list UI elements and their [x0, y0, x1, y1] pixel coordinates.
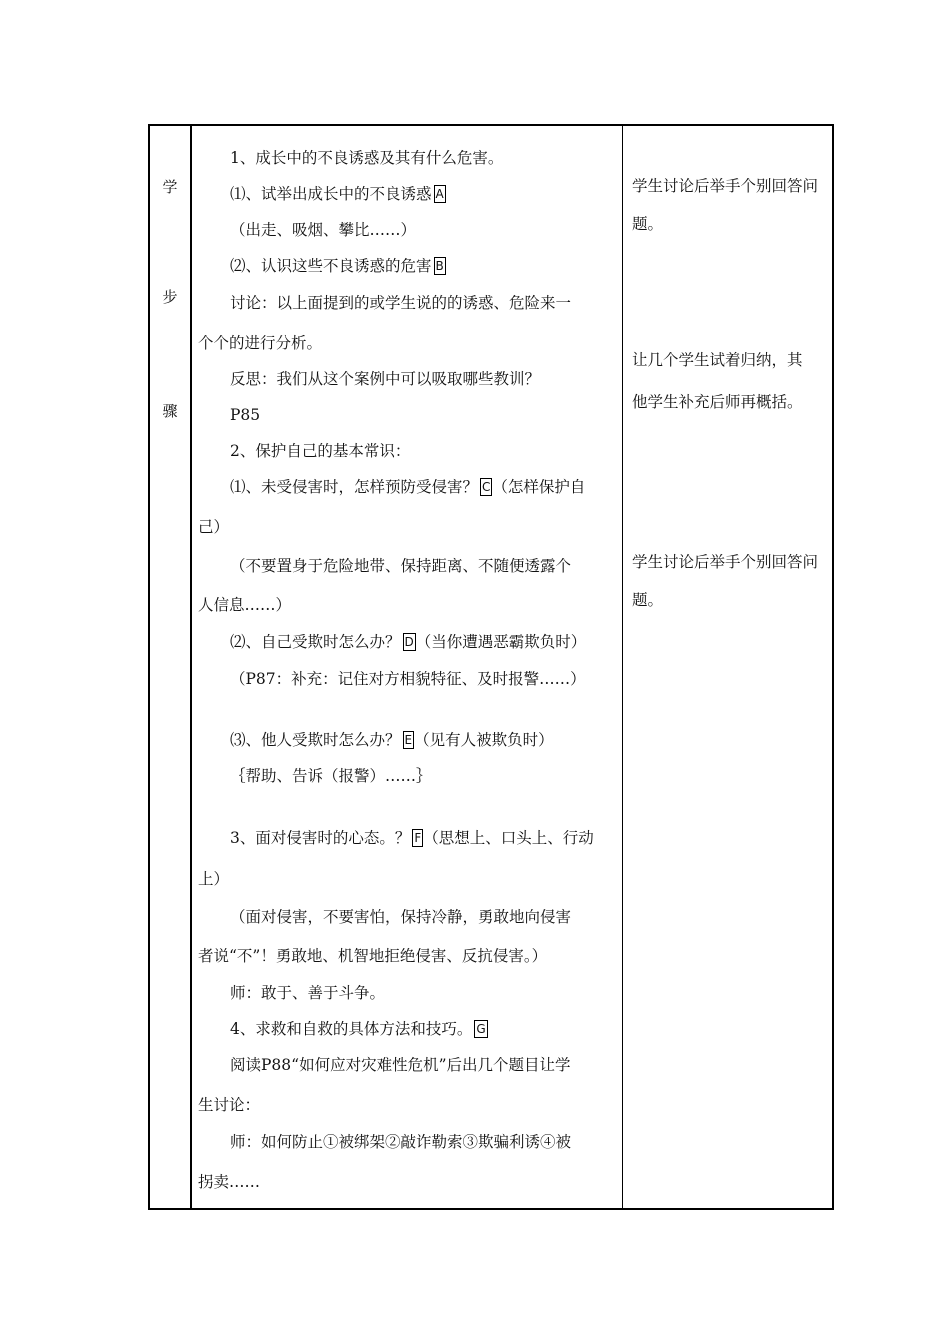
- content-line: 己）: [198, 518, 230, 536]
- table-border-bottom: [148, 1208, 834, 1210]
- content-line: 阅读P88“如何应对灾难性危机”后出几个题目让学: [230, 1056, 571, 1074]
- lesson-table: [148, 124, 834, 1210]
- step-marker-box: D: [404, 635, 414, 649]
- section-label-column: [148, 124, 192, 1210]
- note-line: 学生讨论后举手个别回答问: [632, 177, 819, 195]
- content-line: 生讨论：: [198, 1096, 261, 1114]
- content-line: 4、求救和自救的具体方法和技巧。 G: [230, 1020, 486, 1038]
- content-line: ⑴、试举出成长中的不良诱惑 A: [230, 185, 444, 203]
- content-line: （不要置身于危险地带、保持距离、不随便透露个: [230, 557, 572, 575]
- content-line: 2、保护自己的基本常识：: [230, 442, 411, 460]
- section-label-char: 学: [162, 178, 178, 196]
- content-line: 拐卖……: [198, 1173, 261, 1191]
- content-line: 师：敢于、善于斗争。: [230, 984, 386, 1002]
- content-line: P85: [230, 406, 261, 424]
- content-line: ⑶、他人受欺时怎么办？ E （见有人被欺负时）: [230, 731, 554, 749]
- content-line: 个个的进行分析。: [198, 334, 323, 352]
- note-line: 学生讨论后举手个别回答问: [632, 553, 819, 571]
- step-marker-box: B: [435, 259, 444, 273]
- step-marker-box: C: [482, 480, 491, 494]
- step-marker-box: E: [404, 733, 413, 747]
- content-line: ⑵、自己受欺时怎么办？ D （当你遭遇恶霸欺负时）: [230, 633, 587, 651]
- content-line: （面对侵害，不要害怕，保持冷静，勇敢地向侵害: [230, 908, 572, 926]
- content-line: ⑵、认识这些不良诱惑的危害 B: [230, 257, 444, 275]
- note-line: 题。: [632, 591, 664, 609]
- content-line: 讨论：以上面提到的或学生说的的诱惑、危险来一: [230, 294, 572, 312]
- note-line: 让几个学生试着归纳，其: [632, 351, 803, 369]
- step-marker-box: G: [476, 1022, 486, 1036]
- content-line: 反思：我们从这个案例中可以吸取哪些教训？: [230, 370, 541, 388]
- step-marker-box: F: [414, 831, 422, 845]
- content-line: ｛帮助、告诉（报警）……｝: [230, 767, 432, 785]
- content-line: （P87：补充：记住对方相貌特征、及时报警……）: [230, 670, 586, 688]
- table-border-right: [832, 124, 834, 1210]
- content-line: ⑴、未受侵害时，怎样预防受侵害？ C （怎样保护自: [230, 478, 586, 496]
- column-divider-notes: [622, 124, 623, 1210]
- step-marker-box: A: [435, 187, 444, 201]
- section-label-char: 步: [162, 288, 178, 306]
- content-line: （出走、吸烟、攀比……）: [230, 221, 417, 239]
- note-line: 题。: [632, 215, 664, 233]
- note-line: 他学生补充后师再概括。: [632, 393, 803, 411]
- section-label-char: 骤: [162, 402, 178, 420]
- content-line: 上）: [198, 870, 230, 888]
- content-line: 3、面对侵害时的心态。？ F （思想上、口头上、行动: [230, 829, 594, 847]
- content-line: 人信息……）: [198, 596, 292, 614]
- content-line: 师：如何防止①被绑架②敲诈勒索③欺骗利诱④被: [230, 1133, 572, 1151]
- content-line: 者说“不”！勇敢地、机智地拒绝侵害、反抗侵害。）: [198, 947, 548, 965]
- table-border-top: [148, 124, 834, 126]
- content-line: 1、成长中的不良诱惑及其有什么危害。: [230, 149, 504, 167]
